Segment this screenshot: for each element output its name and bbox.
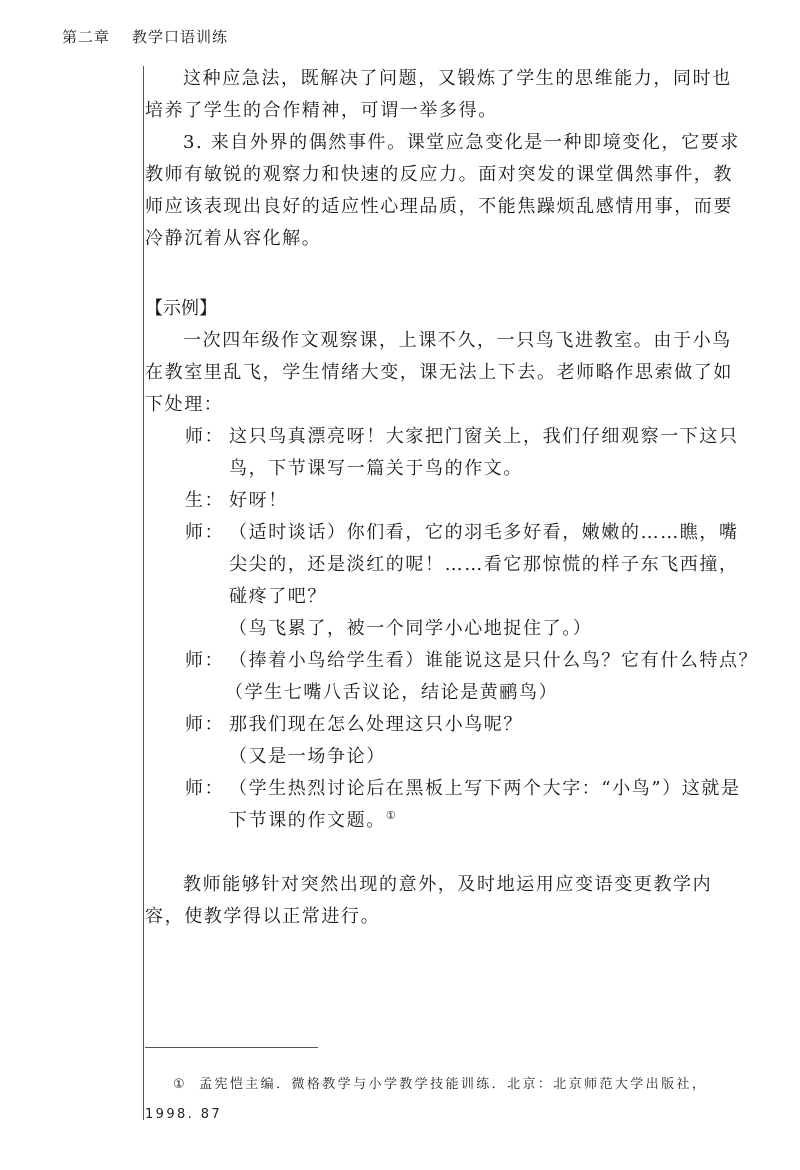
text-line: 教师能够针对突然出现的意外，及时地运用应变语变更教学内	[183, 874, 713, 895]
dialogue-turn	[145, 645, 775, 677]
dialogue-turn	[145, 773, 775, 837]
text-line: 这种应急法，既解决了问题，又锻炼了学生的思维能力，同时也	[183, 68, 732, 89]
speaker-label: 师：	[185, 714, 225, 735]
dialogue-line: 这只鸟真漂亮呀！大家把门窗关上，我们仔细观察一下这只	[229, 426, 739, 447]
dialogue-turn	[145, 709, 775, 741]
speaker-label: 师：	[185, 650, 225, 671]
example-label: 【示例】	[145, 298, 217, 319]
dialogue-turn	[145, 517, 775, 613]
dialogue-line: 碰疼了吧？	[229, 586, 327, 607]
footnote	[145, 1070, 777, 1130]
paragraph-2	[145, 127, 775, 255]
dialogue-line: （适时谈话）你们看，它的羽毛多好看，嫩嫩的……瞧，嘴	[229, 522, 739, 543]
speaker-label: 生：	[185, 490, 225, 511]
text-line: 在教室里乱飞，学生情绪大变，课无法上下去。老师略作思索做了如	[145, 362, 733, 383]
text-line: 下处理：	[145, 394, 224, 415]
page-body	[145, 63, 775, 933]
dialogue-line: 好呀！	[229, 490, 288, 511]
text-line: 容，使教学得以正常进行。	[145, 906, 381, 927]
text-line: 一次四年级作文观察课，上课不久，一只鸟飞进教室。由于小鸟	[183, 330, 732, 351]
running-header	[62, 26, 228, 47]
dialogue-line: （捧着小鸟给学生看）谁能说这是只什么鸟？它有什么特点？	[229, 650, 759, 671]
dialogue-line: 鸟，下节课写一篇关于鸟的作文。	[229, 458, 523, 479]
dialogue-turn	[145, 421, 775, 485]
text-line: 3. 来自外界的偶然事件。课堂应急变化是一种即境变化，它要求	[183, 132, 740, 153]
dialogue-line: （学生热烈讨论后在黑板上写下两个大字：“小鸟”）这就是	[229, 778, 741, 799]
dialogue-line	[229, 805, 775, 837]
paragraph-1	[145, 63, 775, 127]
text-line: 教师有敏锐的观察力和快速的反应力。面对突发的课堂偶然事件，教	[145, 164, 733, 185]
footnote-text-cont: 1998. 87	[145, 1107, 223, 1122]
text-line: 冷静沉着从容化解。	[145, 228, 322, 249]
chapter-title: 教学口语训练	[132, 28, 229, 46]
footnote-reference[interactable]: ①	[385, 809, 398, 822]
footnote-text: 孟宪恺主编．微格教学与小学教学技能训练．北京：北京师范大学出版社，	[199, 1077, 708, 1092]
dialogue-line-text: 下节课的作文题。	[229, 810, 386, 831]
chapter-number: 第二章	[62, 28, 111, 46]
footnote-rule	[145, 1047, 318, 1048]
dialogue-line: 那我们现在怎么处理这只小鸟呢？	[229, 714, 523, 735]
paragraph-4	[145, 869, 775, 933]
speaker-label: 师：	[185, 778, 225, 799]
speaker-label: 师：	[185, 426, 225, 447]
dialogue-line: 尖尖的，还是淡红的呢！……看它那惊慌的样子东飞西撞，	[229, 554, 739, 575]
stage-direction: （学生七嘴八舌议论，结论是黄鹂鸟）	[225, 682, 559, 703]
text-line: 培养了学生的合作精神，可谓一举多得。	[145, 100, 498, 121]
stage-direction: （又是一场争论）	[229, 746, 386, 767]
speaker-label: 师：	[185, 522, 225, 543]
stage-direction: （鸟飞累了，被一个同学小心地捉住了。）	[229, 618, 593, 639]
text-line: 师应该表现出良好的适应性心理品质，不能焦躁烦乱感情用事，而要	[145, 196, 733, 217]
margin-rule	[143, 66, 144, 1120]
paragraph-3	[145, 325, 775, 421]
dialogue-turn	[145, 485, 775, 517]
footnote-marker: ①	[173, 1077, 188, 1092]
